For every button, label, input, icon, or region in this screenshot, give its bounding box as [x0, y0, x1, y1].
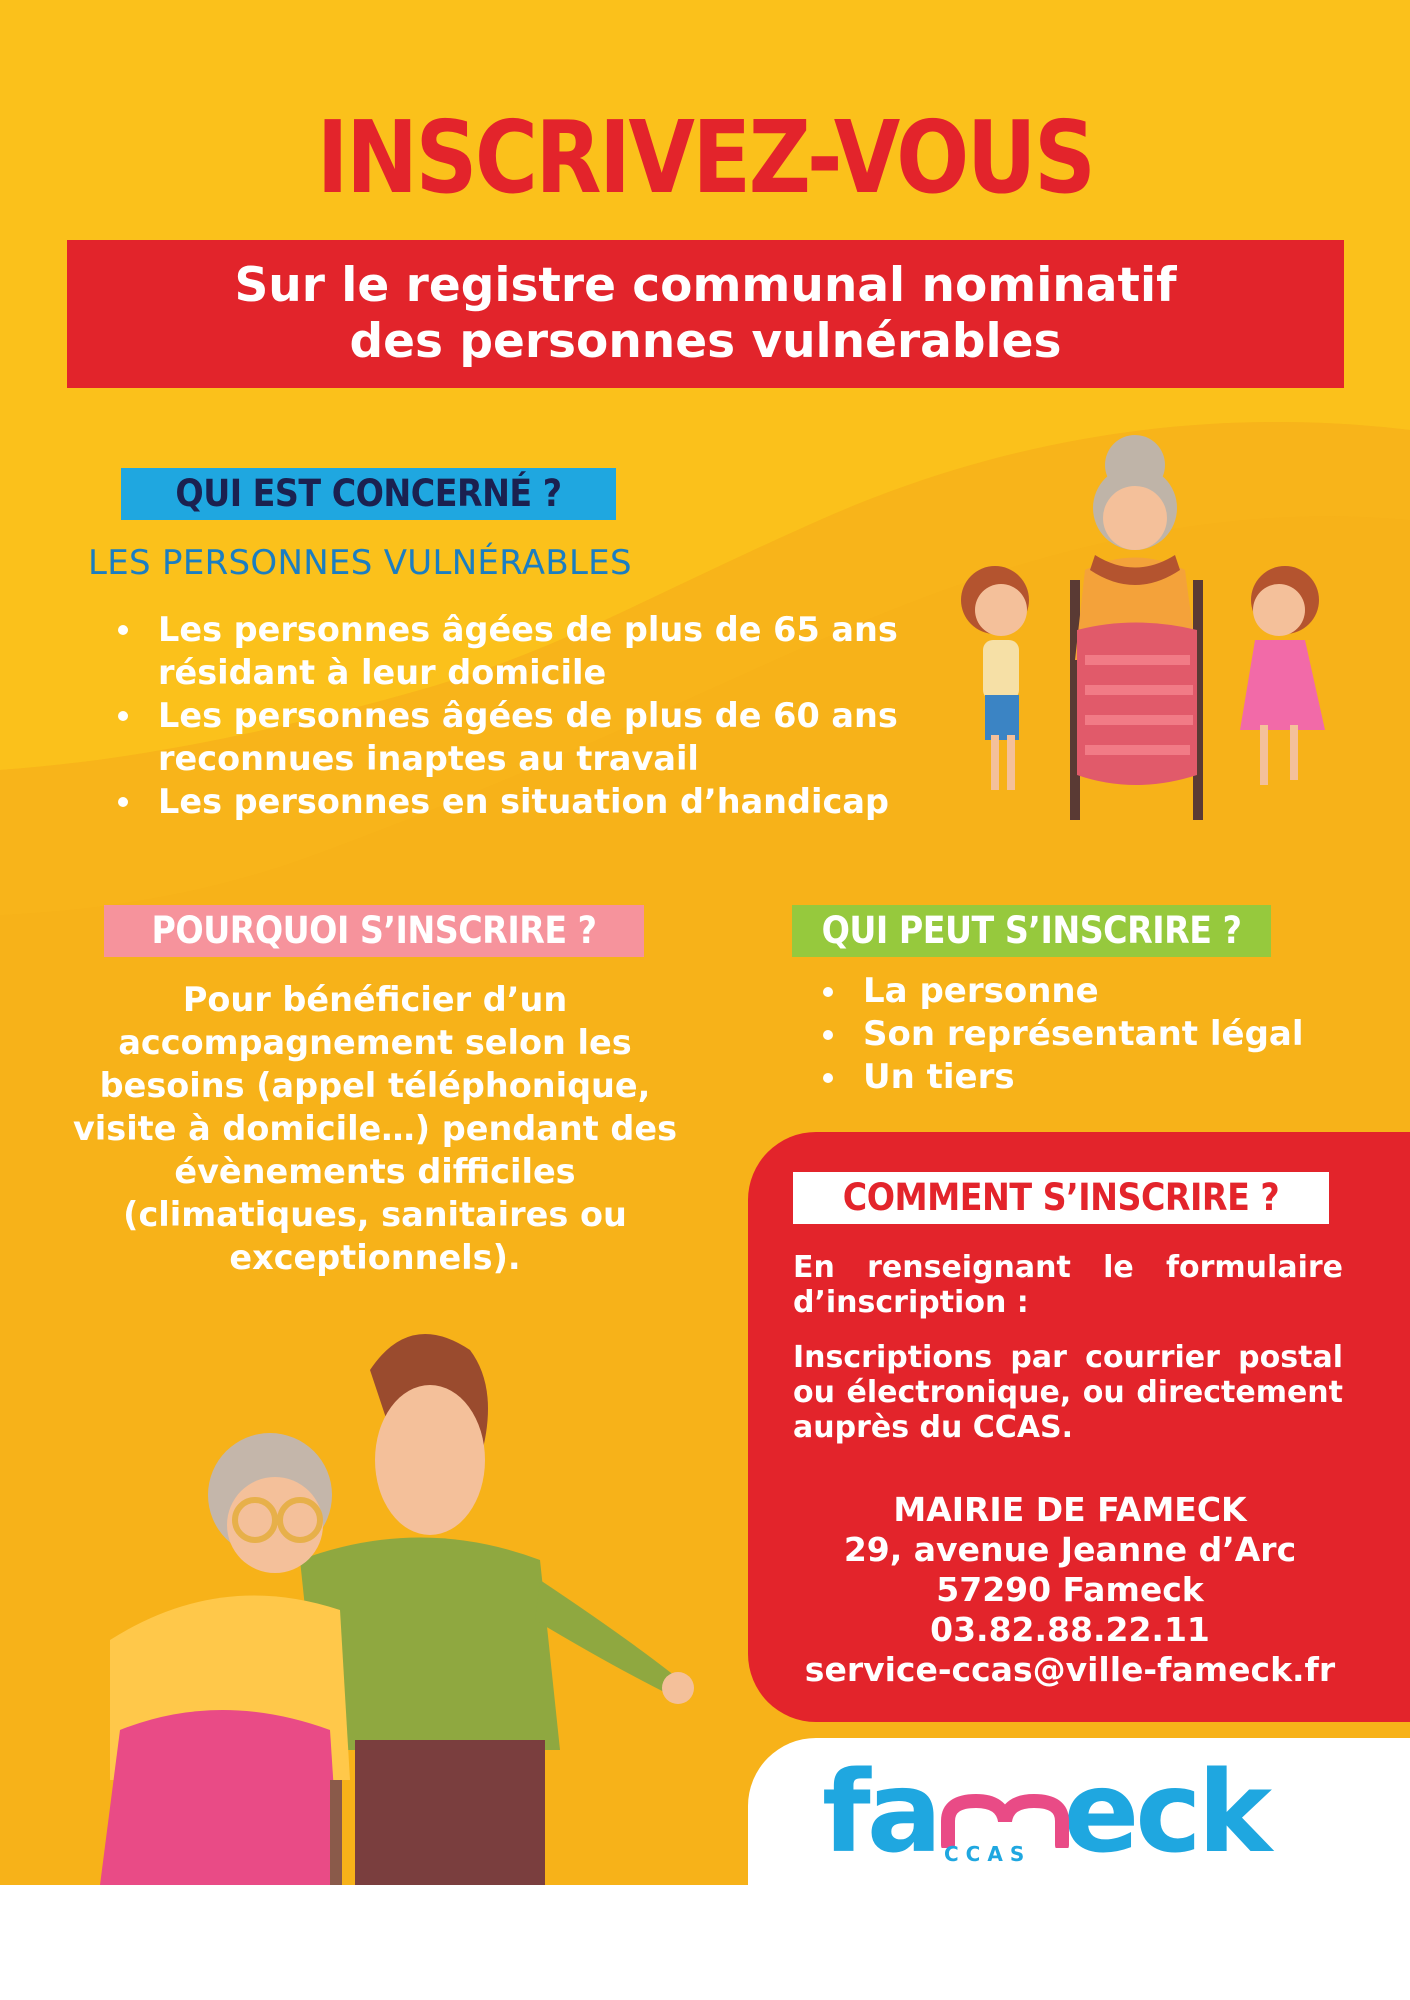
concerned-list [110, 608, 950, 823]
address-street: 29, avenue Jeanne d’Arc [843, 1530, 1297, 1569]
pourquoi-description: Pour bénéficier d’un accompagnement selon les besoins (appel téléphonique, visite à domicile…) pendant des évènements difficiles (climatiques, sanitaires ou exceptionnels). [72, 980, 678, 1277]
subtitle-line-2: des personnes vulnérables [349, 314, 1062, 369]
comment-paragraph-1: En renseignant le formulaire d’inscription : [793, 1250, 1343, 1320]
qui-peut-sinscrire-tag: QUI PEUT S’INSCRIRE ? [792, 905, 1271, 957]
elderly-woman-helper-illustration [70, 1310, 730, 1885]
subtitle-banner [67, 240, 1344, 388]
address-city: 57290 Fameck [936, 1570, 1204, 1609]
contact-address [780, 1490, 1360, 1690]
list-item: Son représentant légal [815, 1013, 1335, 1056]
logo-m-arch-icon [940, 1793, 1070, 1848]
list-item: La personne [815, 970, 1335, 1013]
comment-paragraph-2: Inscriptions par courrier postal ou électronique, ou directement auprès du CCAS. [793, 1340, 1343, 1445]
who-can-register-list [815, 970, 1335, 1099]
grandmother-children-illustration [935, 430, 1355, 830]
qui-est-concerne-tag: QUI EST CONCERNÉ ? [121, 468, 616, 520]
vulnerable-persons-heading: LES PERSONNES VULNÉRABLES [88, 543, 632, 583]
pourquoi-sinscrire-tag: POURQUOI S’INSCRIRE ? [104, 905, 644, 957]
logo-part-1: fa [822, 1748, 939, 1878]
address-phone[interactable]: 03.82.88.22.11 [930, 1610, 1210, 1649]
main-title: INSCRIVEZ-VOUS [316, 99, 1094, 216]
logo-ccas-text: CCAS [944, 1842, 1032, 1866]
list-item: Un tiers [815, 1056, 1335, 1099]
address-email[interactable]: service-ccas@ville-fameck.fr [804, 1650, 1336, 1689]
logo-part-2: eck [1063, 1748, 1269, 1878]
address-name: MAIRIE DE FAMECK [893, 1490, 1247, 1529]
comment-sinscrire-tag: COMMENT S’INSCRIRE ? [793, 1172, 1329, 1224]
list-item: Les personnes âgées de plus de 65 ans résidant à leur domicile [110, 608, 950, 694]
list-item: Les personnes âgées de plus de 60 ans reconnues inaptes au travail [110, 694, 950, 780]
subtitle-line-1: Sur le registre communal nominatif [234, 258, 1177, 313]
list-item: Les personnes en situation d’handicap [110, 780, 950, 823]
